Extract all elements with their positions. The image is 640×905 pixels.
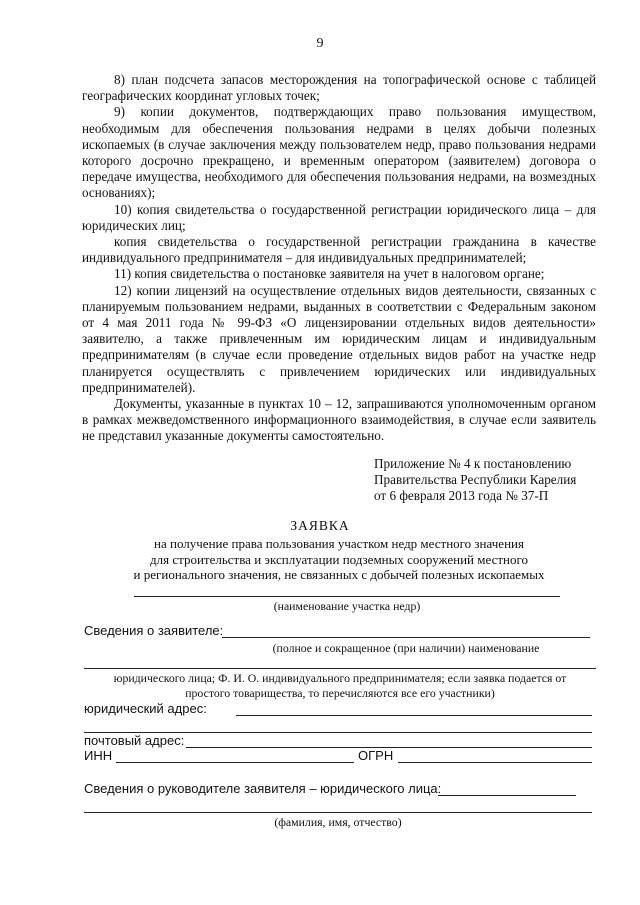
head-caption: (фамилия, имя, отчество) [274,815,402,829]
application-subtitle [82,536,596,583]
item-11: 11) копия свидетельства о постановке заявителя на учет в налоговом органе; [114,266,545,282]
applicant-caption: (полное и сокращенное (при наличии) наименование [272,641,540,655]
postal-address-label: почтовый адрес: [84,733,185,748]
inn-line [116,762,354,763]
head-name-line [84,812,592,813]
applicant-label: Сведения о заявителе: [84,623,224,638]
item-8: 8) план подсчета запасов месторождения на топографической основе с таблицей географических координат угловых точек; [82,72,596,104]
page-number: 9 [316,36,324,51]
application-title: ЗАЯВКА [290,518,350,533]
entity-line [84,668,596,669]
legal-address-label: юридический адрес: [84,701,207,716]
item-9: 9) копии документов, подтверждающих право пользования имуществом, необходимым для обеспечения пользования недрами в целях добычи полезных ископаемых (в случае заключения между пользователем недр, право пользования недрами которого досрочно прекращено, и временным оператором (заявителем) договора о передаче имущества, необходимого для обеспечения пользования недрами, на возмездных основаниях); [82,104,596,201]
application-subtitle-line-2: для строительства и эксплуатации подземных сооружений местного [150,551,528,567]
ogrn-label: ОГРН [358,748,394,763]
appendix-reference [374,456,614,505]
appendix-line-1: Приложение № 4 к постановлению [374,456,572,471]
item-10-entrepreneur: копия свидетельства о государственной регистрации гражданина в качестве индивидуального предпринимателя – для индивидуальных предпринимателей; [82,234,596,266]
ogrn-line [398,762,592,763]
applicant-line [222,637,590,638]
item-12: 12) копии лицензий на осуществление отдельных видов деятельности, связанных с планируемым пользованием недрами, выданных в соответствии с Федеральным законом от 4 мая 2011 года № 99-ФЗ «О лицензировании отдельных видов деятельности» заявителю, а также привлеченным им юридическим лицам и индивидуальным предпринимателям (в случае если проведение отдельных видов работ на участке недр планируется осуществлять с привлечением юридических или индивидуальных предпринимателей). [82,282,596,395]
site-name-line [134,596,560,597]
entity-caption-2: простого товарищества, то перечисляются все его участники) [185,686,495,700]
appendix-line-2: Правительства Республики Карелия [374,472,577,488]
item-10: 10) копия свидетельства о государственной регистрации юридического лица – для юридических лиц; [82,201,596,233]
body-text [82,72,596,445]
entity-caption-1: юридического лица; Ф. И. О. индивидуального предпринимателя; если заявка подается от [113,671,567,685]
site-name-caption: (наименование участка недр) [273,599,421,613]
application-subtitle-line-1: на получение права пользования участком недр местного значения [154,536,524,551]
application-subtitle-line-3: и регионального значения, не связанных с добычей полезных ископаемых [133,567,545,582]
head-label: Сведения о руководителе заявителя – юридического лица: [84,781,442,796]
legal-address-line [236,715,592,716]
head-line [438,795,576,796]
documents-note: Документы, указанные в пунктах 10 – 12, запрашиваются уполномоченным органом в рамках межведомственного информационного взаимодействия, в случае если заявитель не представил указанные документы самостоятельно. [82,396,596,444]
appendix-line-3: от 6 февраля 2013 года № 37-П [374,488,549,504]
inn-label: ИНН [84,748,113,763]
